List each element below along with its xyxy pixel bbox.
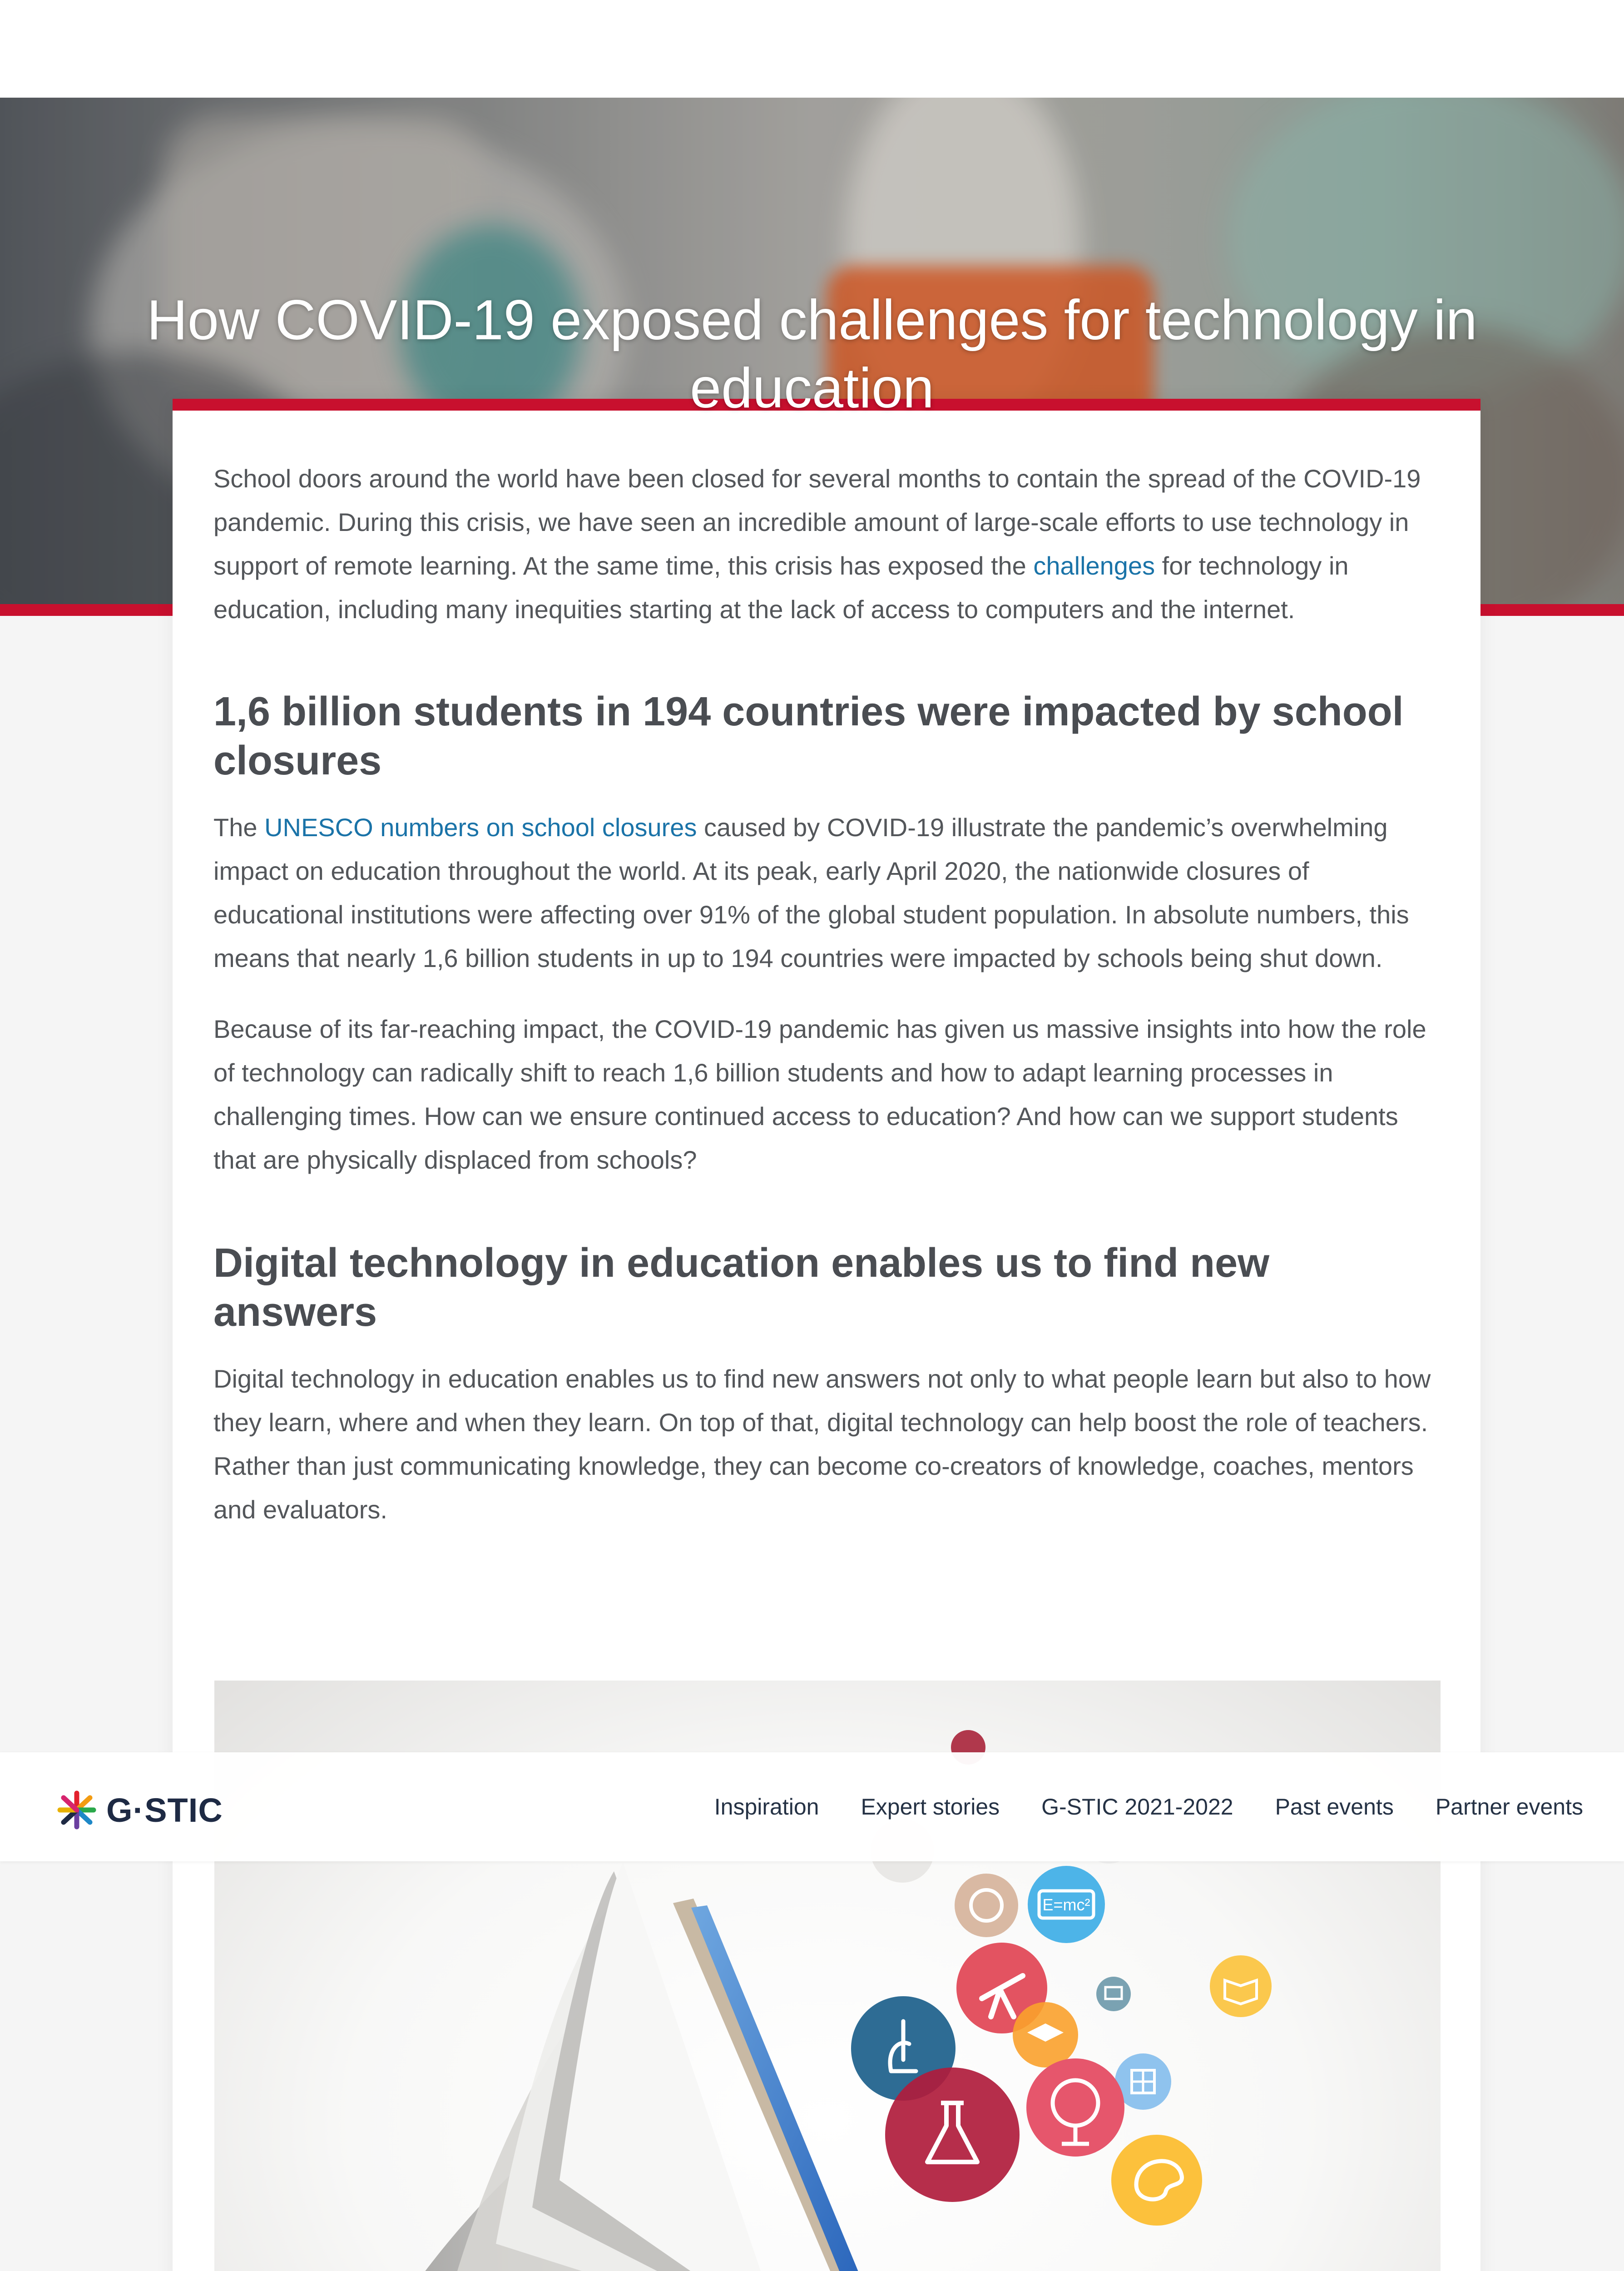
section1-paragraph-1 bbox=[213, 806, 1440, 980]
unesco-numbers-link[interactable]: UNESCO numbers on school closures bbox=[264, 813, 697, 842]
nav-past-events[interactable]: Past events bbox=[1275, 1794, 1394, 1820]
intro-paragraph bbox=[213, 457, 1440, 631]
football-icon bbox=[955, 1874, 1018, 1937]
page-title bbox=[91, 286, 1533, 422]
site-header bbox=[0, 1752, 1624, 1861]
section1-text-end: caused by COVID-19 illustrate the pandemic’s overwhelming impact on education throughout the world. At its peak, early April 2020, the nationwide closures of educational institutions were affecting over 91% of the global student population. In absolute numbers, this means that nearly 1,6 billion students in up to 194 countries were impacted by schools being shut down. bbox=[213, 813, 1409, 972]
intro-text-start: School doors around the world have been closed for several months to contain the spread of the COVID-19 pandemic. During this crisis, we have seen an incredible amount of large-scale efforts to use technology in support of remote learning. At the same time, this crisis has exposed the bbox=[213, 464, 1421, 580]
challenges-link[interactable]: challenges bbox=[1033, 551, 1155, 580]
page-title-line2: education bbox=[690, 357, 934, 420]
nav-expert-stories[interactable]: Expert stories bbox=[861, 1794, 1000, 1820]
gstic-logo-icon bbox=[56, 1790, 97, 1830]
formula-label: E=mc² bbox=[1042, 1895, 1090, 1914]
top-bar bbox=[0, 0, 1624, 98]
section1-paragraph-2: Because of its far-reaching impact, the COVID-19 pandemic has given us massive insights into how the role of technology can radically shift to reach 1,6 billion students and how to adapt learning processes in challenging times. How can we ensure continued access to education? And how can we support students that are physically displaced from schools? bbox=[213, 1015, 1426, 1174]
article-content bbox=[213, 411, 1440, 1532]
main-nav bbox=[673, 1752, 1583, 1861]
section2-paragraph-1: Digital technology in education enables us to find new answers not only to what people learn but also to how they learn, where and when they learn. On top of that, digital technology can help boost the role of teachers. Rather than just communicating knowledge, they can become co-creators of knowledge, coaches, mentors and evaluators. bbox=[213, 1364, 1431, 1524]
gstic-logo-text: G·STIC bbox=[106, 1791, 223, 1829]
gstic-logo[interactable] bbox=[56, 1790, 223, 1830]
nav-partner-events[interactable]: Partner events bbox=[1435, 1794, 1583, 1820]
flask-icon bbox=[885, 2068, 1020, 2202]
palette-icon bbox=[1111, 2135, 1202, 2226]
section2-heading: Digital technology in education enables us to find new answers bbox=[213, 1240, 1270, 1335]
page-title-line1: How COVID-19 exposed challenges for technology in bbox=[147, 289, 1477, 352]
section1-heading: 1,6 billion students in 194 countries were impacted by school closures bbox=[213, 689, 1404, 783]
section1-text-start: The bbox=[213, 813, 265, 842]
monitor-icon bbox=[1096, 1977, 1131, 2011]
nav-inspiration[interactable]: Inspiration bbox=[714, 1794, 819, 1820]
nav-gstic-2021-2022[interactable]: G-STIC 2021-2022 bbox=[1041, 1794, 1233, 1820]
intro-text-end: for technology in education, including many inequities starting at the lack of access to computers and the internet. bbox=[213, 551, 1349, 624]
